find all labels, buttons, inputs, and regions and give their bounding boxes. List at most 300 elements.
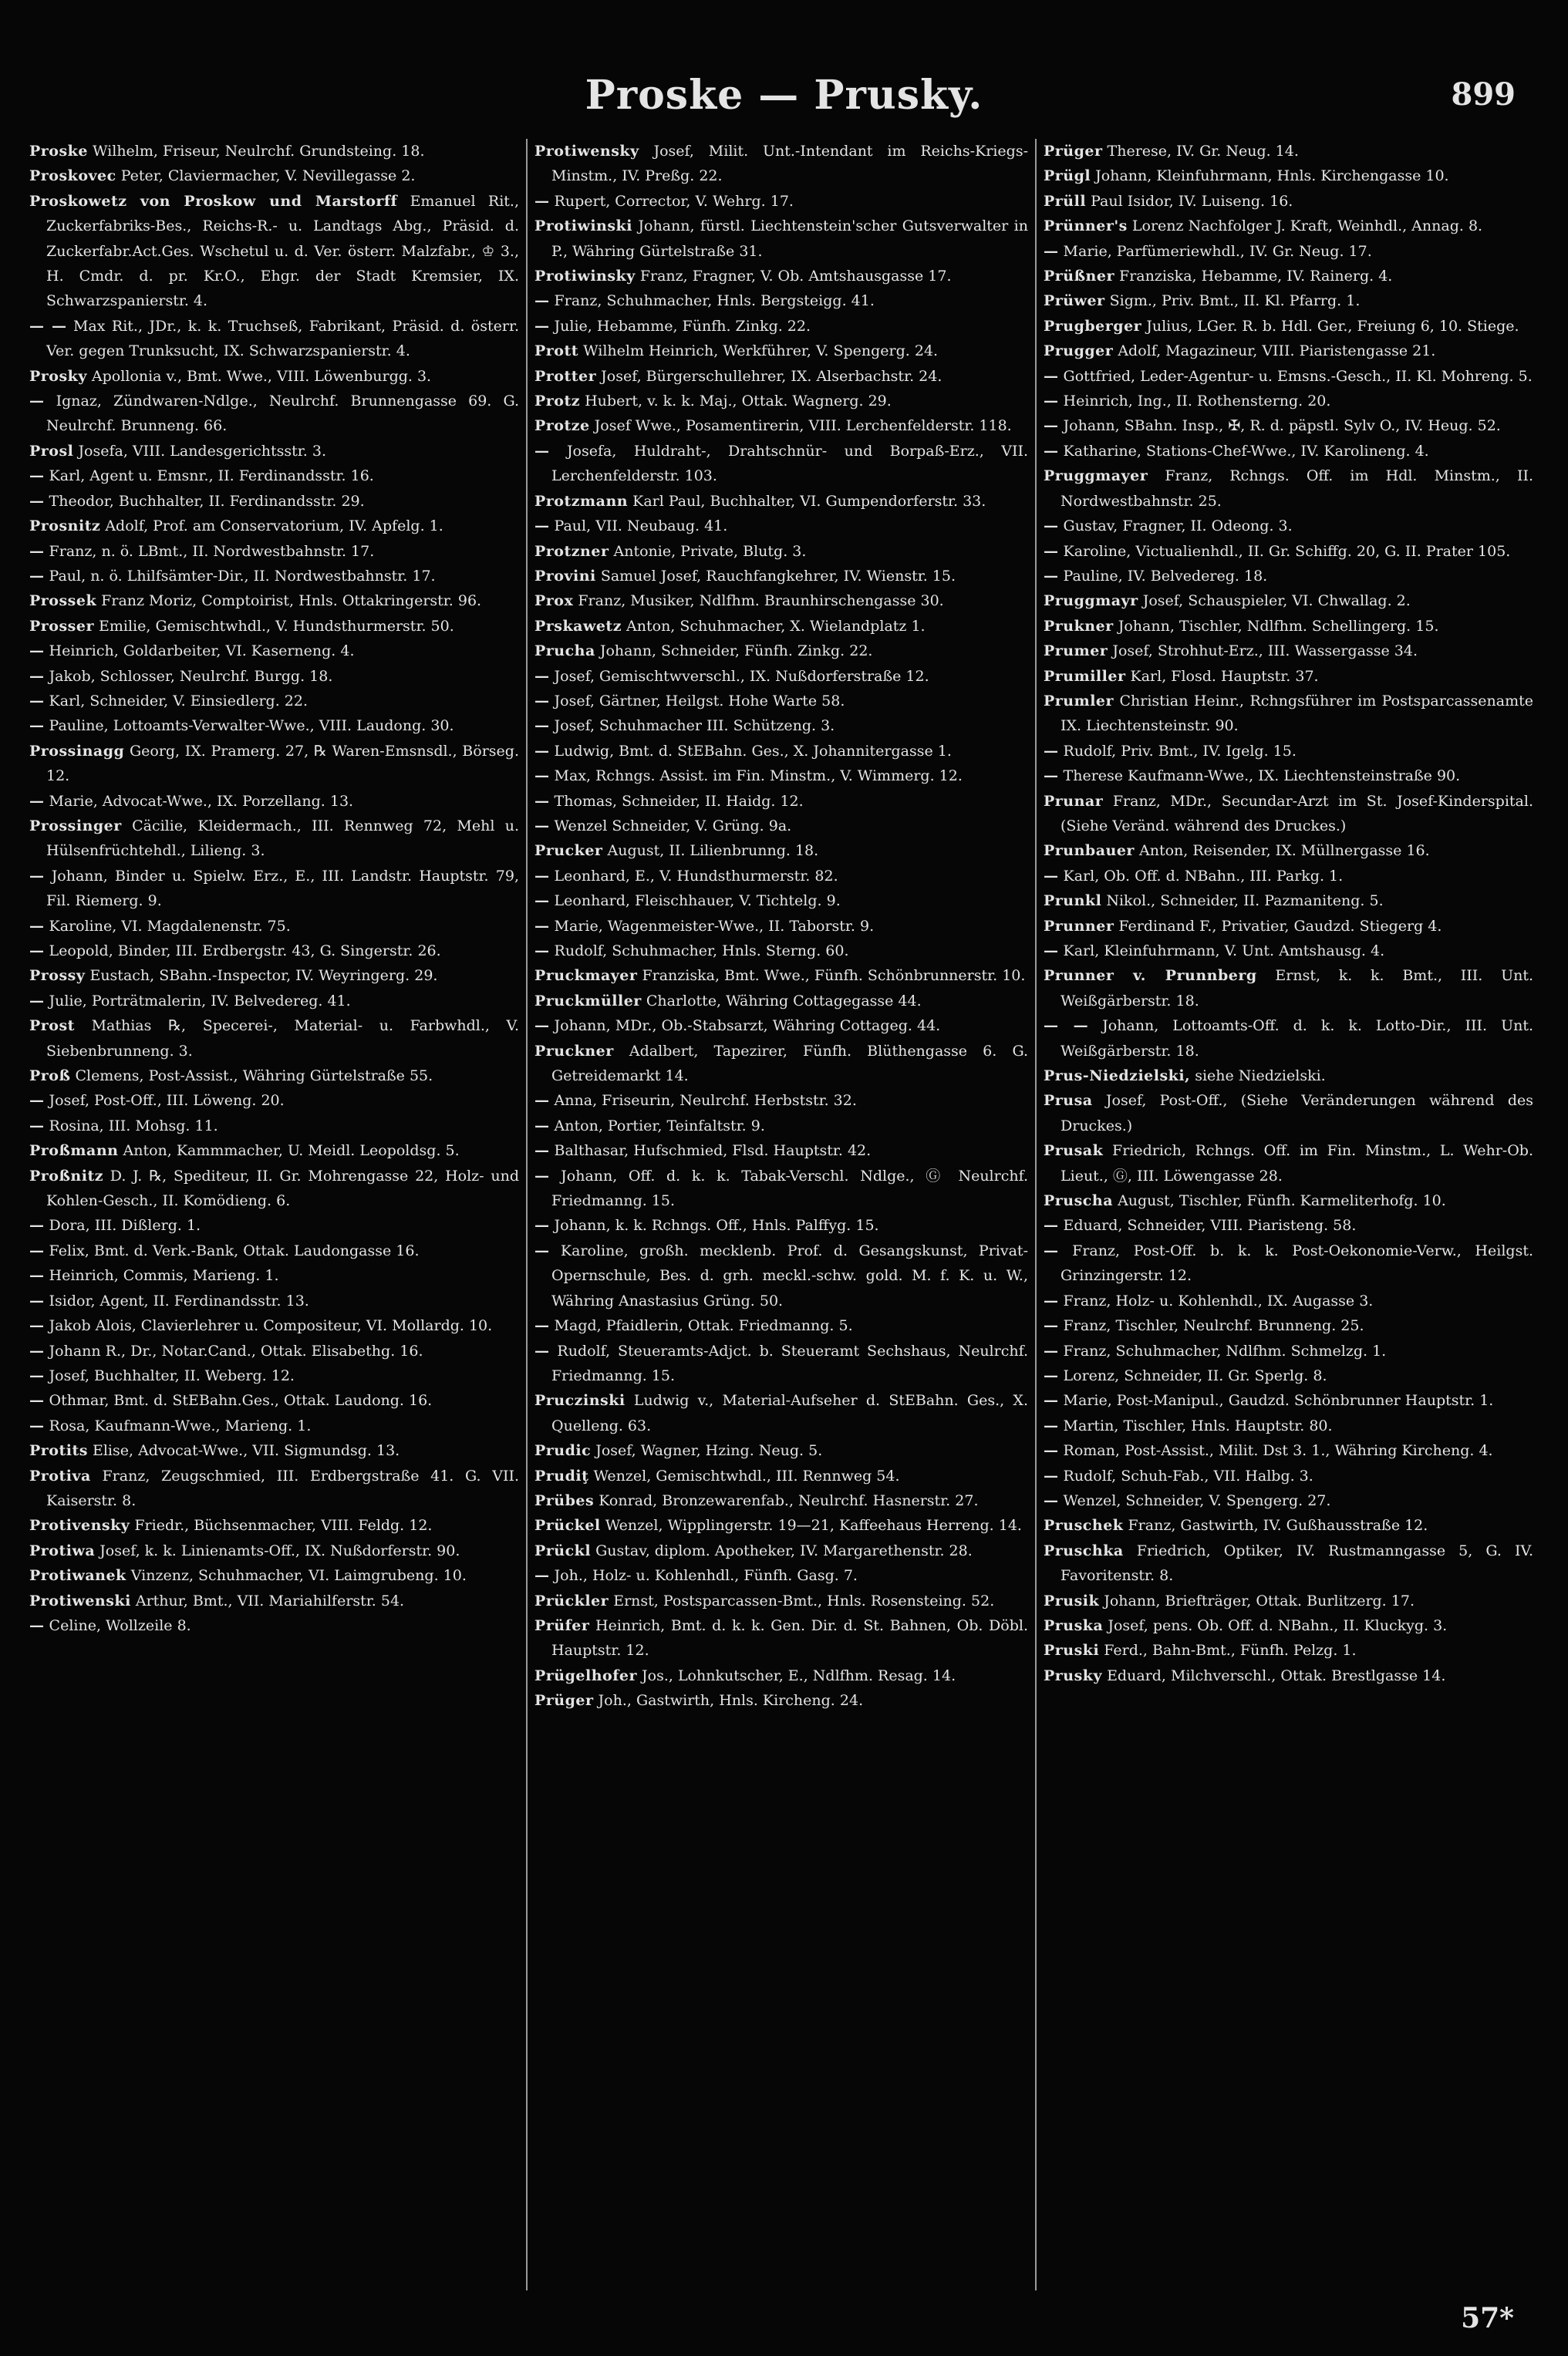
entry-surname: — [29, 1317, 45, 1335]
entry-surname: Pruckmayer [534, 967, 638, 985]
directory-entry [534, 864, 1028, 888]
entry-details: Adalbert, Tapezirer, Fünfh. Blüthengasse 6. G. Getreidemarkt 14. [551, 1042, 1028, 1085]
entry-details: Emanuel Rit., Zuckerfabriks-Bes., Reichs-R.- u. Landtags Abg., Präsid. d. Zuckerfabr.Act.Ges. Wschetul u. d. Ver. österr. Malzfabr., ♔ 3., H. Cmdr. d. pr. Kr.O., Ehgr. der Stadt Kremsier, IX. Schwarzspanierstr. 4. [46, 192, 519, 310]
directory-columns [29, 139, 1533, 2294]
entry-details: Franz, n. ö. LBmt., II. Nordwestbahnstr. 17. [49, 542, 375, 560]
directory-entry [534, 1539, 1028, 1563]
entry-surname: Prost [29, 1017, 75, 1035]
entry-surname: — [29, 642, 45, 660]
entry-details: Johann, Off. d. k. k. Tabak-Verschl. Ndlge., Ⓖ Neulrchf. Friedmanng. 15. [551, 1167, 1028, 1210]
entry-details: Lorenz Nachfolger J. Kraft, Weinhdl., Annag. 8. [1131, 217, 1483, 235]
entry-details: Eduard, Schneider, VIII. Piaristeng. 58. [1063, 1217, 1357, 1235]
entry-details: siehe Niedzielski. [1195, 1067, 1326, 1085]
entry-details: Johann, k. k. Rchngs. Off., Hnls. Palffyg. 15. [554, 1217, 879, 1235]
entry-details: Johann R., Dr., Notar.Cand., Ottak. Elisabethg. 16. [49, 1342, 423, 1360]
directory-entry [29, 989, 519, 1013]
entry-surname: — [29, 1616, 45, 1634]
entry-details: Eustach, SBahn.-Inspector, IV. Weyringerg. 29. [89, 967, 438, 985]
entry-surname: Pruschka [1044, 1542, 1124, 1559]
directory-entry [1044, 439, 1533, 463]
entry-details: Josef, Milit. Unt.-Intendant im Reichs-Kriegs-Minstm., IV. Preßg. 22. [551, 143, 1028, 185]
directory-entry [1044, 1539, 1533, 1589]
entry-surname: — [534, 892, 550, 910]
directory-entry [534, 1388, 1028, 1438]
entry-details: Johann, Binder u. Spielw. Erz., E., III. Landstr. Hauptstr. 79, Fil. Riemerg. 9. [46, 867, 519, 910]
entry-surname: — [1044, 742, 1059, 760]
directory-entry [1044, 1388, 1533, 1413]
entry-surname: — [534, 292, 550, 310]
directory-entry [534, 713, 1028, 738]
directory-entry [29, 1438, 519, 1463]
entry-details: Johann, MDr., Ob.-Stabsarzt, Währing Cottageg. 44. [554, 1017, 941, 1035]
directory-entry [29, 1563, 519, 1588]
entry-details: Pauline, IV. Belvedereg. 18. [1063, 567, 1268, 585]
entry-surname: — [534, 317, 550, 335]
entry-surname: Protiwensky [534, 143, 639, 160]
entry-details: Sigm., Priv. Bmt., II. Kl. Pfarrg. 1. [1109, 292, 1361, 310]
entry-surname: Prügelhofer [534, 1667, 637, 1684]
entry-surname: — [1044, 542, 1059, 560]
entry-details: Anton, Kammmacher, U. Meidl. Leopoldsg. 5. [123, 1142, 460, 1160]
directory-entry [534, 139, 1028, 189]
entry-details: Therese Kaufmann-Wwe., IX. Liechtensteinstraße 90. [1063, 767, 1461, 785]
entry-surname: Protz [534, 393, 581, 410]
entry-surname: Protits [29, 1442, 88, 1460]
directory-entry [29, 1363, 519, 1388]
directory-entry [534, 1339, 1028, 1389]
entry-details: Johann, Tischler, Ndlfhm. Schellingerg. 15. [1118, 617, 1439, 635]
entry-details: Othmar, Bmt. d. StEBahn.Ges., Ottak. Laudong. 16. [49, 1392, 433, 1410]
directory-entry [1044, 1488, 1533, 1513]
entry-details: Franziska, Bmt. Wwe., Fünfh. Schönbrunnerstr. 10. [642, 967, 1026, 985]
entry-surname: — [534, 867, 550, 885]
entry-surname: — — [1044, 1017, 1089, 1035]
entry-surname: Prucha [534, 642, 595, 660]
entry-surname: Prusky [1044, 1667, 1103, 1684]
entry-details: Johann, SBahn. Insp., ✠, R. d. päpstl. Sylv O., IV. Heug. 52. [1063, 417, 1501, 435]
entry-surname: — [534, 1317, 550, 1335]
entry-surname: Prückl [534, 1542, 592, 1559]
directory-entry [534, 1239, 1028, 1313]
entry-surname: Prudiţ [534, 1467, 589, 1485]
entry-details: Franz, Schuhmacher, Ndlfhm. Schmelzg. 1. [1063, 1342, 1387, 1360]
entry-surname: Prosnitz [29, 517, 101, 535]
directory-entry [534, 888, 1028, 913]
directory-entry [534, 689, 1028, 713]
entry-details: Thomas, Schneider, II. Haidg. 12. [554, 792, 804, 810]
entry-surname: — [29, 717, 45, 735]
directory-entry [29, 389, 519, 439]
directory-entry [1044, 639, 1533, 663]
entry-surname: Prückler [534, 1592, 609, 1609]
entry-surname: Prübes [534, 1491, 595, 1509]
entry-surname: — [1044, 567, 1059, 585]
entry-details: Heinrich, Bmt. d. k. k. Gen. Dir. d. St. Bahnen, Ob. Döbl. Hauptstr. 12. [551, 1616, 1028, 1660]
entry-details: Felix, Bmt. d. Verk.-Bank, Ottak. Laudongasse 16. [49, 1242, 420, 1259]
entry-surname: Prskawetz [534, 617, 622, 635]
entry-details: Ernst, Postsparcassen-Bmt., Hnls. Rosensteing. 52. [613, 1592, 995, 1609]
directory-entry [534, 1114, 1028, 1138]
directory-entry [534, 1138, 1028, 1163]
entry-details: D. J. ℞, Spediteur, II. Gr. Mohrengasse 22, Holz- und Kohlen-Gesch., II. Komödieng. 6. [46, 1167, 519, 1210]
entry-surname: — [534, 1217, 550, 1235]
entry-surname: Pruczinski [534, 1392, 626, 1410]
entry-surname: Prunbauer [1044, 842, 1135, 860]
entry-details: Franz, Holz- u. Kohlenhdl., IX. Augasse 3. [1063, 1292, 1374, 1309]
entry-details: Karl, Ob. Off. d. NBahn., III. Parkg. 1. [1063, 867, 1344, 885]
directory-entry [1044, 463, 1533, 514]
entry-details: Paul, VII. Neubaug. 41. [554, 517, 728, 535]
entry-details: Josef, Wagner, Hzing. Neug. 5. [595, 1442, 823, 1460]
directory-entry [1044, 189, 1533, 214]
directory-entry [534, 614, 1028, 639]
entry-surname: Prugger [1044, 342, 1114, 360]
directory-entry [1044, 314, 1533, 339]
entry-surname: Proßmann [29, 1142, 119, 1160]
entry-surname: — [29, 1342, 45, 1360]
entry-surname: — [29, 1092, 45, 1110]
directory-entry [1044, 1589, 1533, 1613]
entry-surname: Proßnitz [29, 1167, 104, 1185]
entry-details: Franz, Zeugschmied, III. Erdbergstraße 41. G. VII. Kaiserstr. 8. [46, 1467, 519, 1509]
entry-details: Josefa, VIII. Landesgerichtsstr. 3. [78, 442, 326, 460]
entry-surname: — [1044, 1392, 1059, 1410]
entry-details: Antonie, Private, Blutg. 3. [613, 542, 807, 560]
entry-details: Wenzel, Schneider, V. Spengerg. 27. [1063, 1491, 1331, 1509]
directory-entry [1044, 1613, 1533, 1638]
directory-entry [29, 514, 519, 538]
entry-details: Katharine, Stations-Chef-Wwe., IV. Karolineng. 4. [1063, 442, 1429, 460]
entry-surname: — [1044, 1242, 1059, 1259]
directory-entry [29, 864, 519, 914]
entry-details: Josef, Gemischtwverschl., IX. Nußdorferstraße 12. [554, 667, 929, 685]
entry-surname: — [534, 1142, 550, 1160]
entry-surname: — [534, 192, 550, 210]
directory-entry [534, 914, 1028, 939]
directory-entry [1044, 264, 1533, 288]
entry-details: Peter, Claviermacher, V. Nevillegasse 2. [120, 167, 416, 185]
entry-details: Martin, Tischler, Hnls. Hauptstr. 80. [1063, 1417, 1333, 1434]
entry-surname: — [29, 867, 45, 885]
entry-details: Julius, LGer. R. b. Hdl. Ger., Freiung 6, 10. Stiege. [1146, 317, 1519, 335]
entry-surname: Provini [534, 567, 596, 585]
entry-surname: — [534, 1242, 550, 1259]
directory-entry [1044, 1088, 1533, 1138]
directory-entry [29, 1088, 519, 1113]
directory-entry [29, 739, 519, 789]
directory-entry [1044, 514, 1533, 538]
entry-details: Franz, Tischler, Neulrchf. Brunneng. 25. [1063, 1317, 1364, 1335]
entry-surname: Prückel [534, 1517, 601, 1535]
entry-surname: — [29, 492, 45, 510]
entry-details: Heinrich, Ing., II. Rothensterng. 20. [1063, 393, 1331, 410]
entry-details: Celine, Wollzeile 8. [49, 1616, 191, 1634]
directory-entry [29, 914, 519, 939]
entry-surname: — [534, 1342, 550, 1360]
directory-entry [534, 564, 1028, 588]
entry-surname: — [29, 1392, 45, 1410]
entry-surname: Prott [534, 342, 579, 360]
directory-entry [29, 1063, 519, 1088]
entry-details: Pauline, Lottoamts-Verwalter-Wwe., VIII. Laudong. 30. [49, 717, 454, 735]
directory-entry [1044, 739, 1533, 763]
directory-entry [29, 1539, 519, 1563]
entry-surname: Proskovec [29, 167, 116, 185]
directory-entry [1044, 588, 1533, 613]
entry-surname: Prus-Niedzielski, [1044, 1067, 1191, 1085]
directory-entry [534, 963, 1028, 988]
entry-surname: — [1044, 393, 1059, 410]
entry-details: Franz, Musiker, Ndlfhm. Braunhirschengasse 30. [578, 592, 944, 610]
directory-entry [534, 214, 1028, 264]
directory-entry [534, 588, 1028, 613]
entry-surname: — [29, 917, 45, 935]
entry-surname: — [1044, 1217, 1059, 1235]
entry-details: Konrad, Bronzewarenfab., Neulrchf. Hasnerstr. 27. [599, 1491, 979, 1509]
entry-surname: Prüger [534, 1692, 594, 1710]
directory-entry [1044, 1513, 1533, 1538]
directory-entry [1044, 1239, 1533, 1289]
entry-details: Georg, IX. Pramerg. 27, ℞ Waren-Emsnsdl., Börseg. 12. [46, 742, 519, 785]
entry-details: Arthur, Bmt., VII. Mariahilferstr. 54. [135, 1592, 405, 1609]
entry-details: Karl Paul, Buchhalter, VI. Gumpendorferstr. 33. [632, 492, 986, 510]
entry-details: Julie, Porträtmalerin, IV. Belvedereg. 41. [49, 992, 351, 1009]
entry-surname: — [534, 667, 550, 685]
entry-surname: — [29, 992, 45, 1009]
directory-entry [29, 1339, 519, 1363]
column-divider [1035, 139, 1037, 2290]
entry-surname: — [534, 717, 550, 735]
directory-entry [1044, 1438, 1533, 1463]
directory-entry [29, 1613, 519, 1638]
directory-entry [29, 1464, 519, 1514]
directory-entry [1044, 364, 1533, 389]
entry-surname: — [534, 1017, 550, 1035]
directory-entry [29, 1513, 519, 1538]
entry-surname: — [534, 692, 550, 709]
entry-surname: Pruckmüller [534, 992, 642, 1009]
directory-entry [534, 789, 1028, 814]
entry-surname: Prüßner [1044, 268, 1114, 285]
directory-entry [29, 1013, 519, 1063]
entry-surname: Prumler [1044, 692, 1114, 709]
entry-details: Clemens, Post-Assist., Währing Gürtelstraße 55. [75, 1067, 433, 1085]
entry-details: Johann, fürstl. Liechtenstein'scher Gutsverwalter in P., Währing Gürtelstraße 31. [551, 217, 1028, 260]
entry-surname: Prossinger [29, 817, 122, 834]
entry-details: Nikol., Schneider, II. Pazmaniteng. 5. [1106, 892, 1384, 910]
entry-details: Josef Wwe., Posamentirerin, VIII. Lerchenfelderstr. 118. [594, 417, 1012, 435]
entry-surname: Pruckner [534, 1042, 614, 1060]
entry-details: Adolf, Magazineur, VIII. Piaristengasse 21. [1118, 342, 1436, 360]
entry-surname: Proske [29, 143, 88, 160]
entry-details: Karl, Kleinfuhrmann, V. Unt. Amtshausg. 4. [1063, 942, 1385, 959]
directory-entry [1044, 239, 1533, 264]
directory-entry [534, 389, 1028, 413]
entry-surname: — [534, 792, 550, 810]
entry-details: Eduard, Milchverschl., Ottak. Brestlgasse 14. [1107, 1667, 1446, 1684]
entry-details: Leonhard, E., V. Hundsthurmerstr. 82. [554, 867, 838, 885]
entry-surname: Proß [29, 1067, 71, 1085]
directory-entry [29, 539, 519, 564]
directory-entry [29, 189, 519, 314]
entry-surname: Prüwer [1044, 292, 1105, 310]
entry-details: Franz, Gastwirth, IV. Gußhausstraße 12. [1128, 1517, 1428, 1535]
directory-entry [29, 314, 519, 364]
column-divider [526, 139, 528, 2290]
entry-details: Rudolf, Schuh-Fab., VII. Halbg. 3. [1063, 1467, 1313, 1485]
entry-details: Ludwig v., Material-Aufseher d. StEBahn. Ges., X. Quelleng. 63. [551, 1392, 1028, 1434]
entry-surname: — [534, 1092, 550, 1110]
entry-details: Josef, Schauspieler, VI. Chwallag. 2. [1142, 592, 1411, 610]
directory-entry [1044, 963, 1533, 1013]
entry-details: Joh., Gastwirth, Hnls. Kircheng. 24. [598, 1692, 864, 1710]
directory-entry [534, 1164, 1028, 1214]
entry-surname: Prumer [1044, 642, 1108, 660]
entry-details: Max, Rchngs. Assist. im Fin. Minstm., V. Wimmerg. 12. [554, 767, 963, 785]
directory-entry [29, 1138, 519, 1163]
directory-entry [534, 288, 1028, 313]
directory-entry [29, 814, 519, 864]
entry-details: Adolf, Prof. am Conservatorium, IV. Apfelg. 1. [105, 517, 443, 535]
entry-details: Ernst, k. k. Bmt., III. Unt. Weißgärberstr. 18. [1061, 967, 1533, 1009]
directory-entry [534, 1313, 1028, 1338]
entry-details: Rupert, Corrector, V. Wehrg. 17. [554, 192, 794, 210]
directory-entry [1044, 914, 1533, 939]
entry-surname: — [534, 517, 550, 535]
entry-details: Cäcilie, Kleidermach., III. Rennweg 72, Mehl u. Hülsenfrüchtehdl., Lilieng. 3. [46, 817, 519, 860]
entry-surname: — [29, 692, 45, 709]
entry-surname: Prosl [29, 442, 74, 460]
entry-surname: — [1044, 1317, 1059, 1335]
directory-entry [29, 1313, 519, 1338]
entry-surname: — [29, 1242, 45, 1259]
entry-surname: Protiwinski [534, 217, 632, 235]
entry-surname: Prunkl [1044, 892, 1102, 910]
directory-entry [534, 989, 1028, 1013]
directory-entry [29, 1414, 519, 1438]
directory-entry [534, 439, 1028, 489]
entry-surname: Prünner's [1044, 217, 1128, 235]
directory-entry [1044, 614, 1533, 639]
entry-surname: — [29, 567, 45, 585]
directory-entry [29, 1213, 519, 1238]
directory-entry [534, 739, 1028, 763]
directory-entry [534, 364, 1028, 389]
entry-surname: Prügl [1044, 167, 1091, 185]
directory-entry [1044, 163, 1533, 188]
directory-entry [29, 789, 519, 814]
entry-details: Wenzel, Gemischtwhdl., III. Rennweg 54. [593, 1467, 900, 1485]
entry-surname: — [534, 1117, 550, 1134]
entry-details: Josefa, Huldraht-, Drahtschnür- und Borpaß-Erz., VII. Lerchenfelderstr. 103. [551, 442, 1028, 485]
entry-surname: Protze [534, 417, 590, 435]
entry-details: Marie, Post-Manipul., Gaudzd. Schönbrunner Hauptstr. 1. [1063, 1392, 1494, 1410]
entry-details: Gustav, Fragner, II. Odeong. 3. [1063, 517, 1293, 535]
entry-details: Hubert, v. k. k. Maj., Ottak. Wagnerg. 29. [585, 393, 892, 410]
entry-details: Elise, Advocat-Wwe., VII. Sigmundsg. 13. [92, 1442, 400, 1460]
entry-details: Josef, Gärtner, Heilgst. Hohe Warte 58. [554, 692, 845, 709]
entry-details: Max Rit., JDr., k. k. Truchseß, Fabrikant, Präsid. d. österr. Ver. gegen Trunksucht, IX. Schwarzspanierstr. 4. [46, 317, 519, 360]
directory-entry [29, 713, 519, 738]
directory-entry [1044, 1313, 1533, 1338]
entry-surname: Prüfer [534, 1616, 590, 1634]
entry-surname: — [29, 1217, 45, 1235]
entry-surname: Pruggmayer [1044, 467, 1148, 485]
entry-details: Christian Heinr., Rchngsführer im Postsparcassenamte IX. Liechtensteinstr. 90. [1061, 692, 1533, 735]
directory-entry [29, 639, 519, 663]
entry-surname: — [1044, 417, 1059, 435]
entry-surname: Prossinagg [29, 742, 125, 760]
entry-surname: — [534, 942, 550, 959]
directory-entry [1044, 1138, 1533, 1188]
entry-details: Karoline, VI. Magdalenenstr. 75. [49, 917, 291, 935]
directory-entry [534, 1438, 1028, 1463]
entry-details: Joh., Holz- u. Kohlenhdl., Fünfh. Gasg. 7. [554, 1567, 858, 1585]
entry-details: Ignaz, Zündwaren-Ndlge., Neulrchf. Brunnengasse 69. G. Neulrchf. Brunneng. 66. [46, 393, 519, 435]
directory-entry [534, 763, 1028, 788]
entry-details: Josef, k. k. Linienamts-Off., IX. Nußdorferstr. 90. [99, 1542, 460, 1559]
directory-entry [534, 514, 1028, 538]
entry-surname: Prossy [29, 967, 86, 985]
directory-entry [534, 1013, 1028, 1038]
entry-details: Julie, Hebamme, Fünfh. Zinkg. 22. [554, 317, 811, 335]
directory-entry [1044, 864, 1533, 888]
entry-details: Anton, Portier, Teinfaltstr. 9. [554, 1117, 765, 1134]
directory-entry [534, 814, 1028, 838]
entry-surname: Protter [534, 367, 597, 385]
entry-surname: — [1044, 517, 1059, 535]
entry-details: Friedrich, Optiker, IV. Rustmanngasse 5, G. IV. Favoritenstr. 8. [1061, 1542, 1533, 1585]
entry-surname: — [534, 1567, 550, 1585]
entry-surname: Prunar [1044, 792, 1104, 810]
entry-surname: — [1044, 242, 1059, 260]
directory-entry [29, 588, 519, 613]
directory-entry [29, 439, 519, 463]
entry-details: Karl, Flosd. Hauptstr. 37. [1130, 667, 1319, 685]
directory-entry [29, 163, 519, 188]
entry-surname: — [1044, 1442, 1059, 1460]
entry-details: Heinrich, Goldarbeiter, VI. Kaserneng. 4. [49, 642, 355, 660]
directory-entry [1044, 888, 1533, 913]
directory-entry [534, 1663, 1028, 1688]
directory-entry [534, 1464, 1028, 1488]
entry-details: Ferd., Bahn-Bmt., Fünfh. Pelzg. 1. [1104, 1642, 1357, 1660]
entry-surname: — [1044, 942, 1059, 959]
entry-details: Balthasar, Hufschmied, Flsd. Hauptstr. 42. [554, 1142, 872, 1160]
entry-details: Vinzenz, Schuhmacher, VI. Laimgrubeng. 10. [130, 1567, 467, 1585]
entry-surname: — [1044, 1292, 1059, 1309]
entry-details: Anton, Schuhmacher, X. Wielandplatz 1. [626, 617, 926, 635]
directory-entry [29, 1589, 519, 1613]
entry-details: Josef, Post-Off., III. Löweng. 20. [49, 1092, 285, 1110]
directory-entry [534, 413, 1028, 438]
entry-surname: — [29, 393, 45, 410]
entry-surname: Protiwa [29, 1542, 96, 1559]
directory-entry [1044, 1363, 1533, 1388]
entry-surname: Prugberger [1044, 317, 1142, 335]
column-2 [534, 139, 1028, 2294]
entry-details: August, Tischler, Fünfh. Karmeliterhofg. 10. [1118, 1192, 1446, 1210]
entry-details: Josef, Schuhmacher III. Schützeng. 3. [554, 717, 835, 735]
entry-surname: Pruschek [1044, 1517, 1124, 1535]
directory-entry [1044, 214, 1533, 238]
directory-entry [534, 1088, 1028, 1113]
directory-entry [29, 364, 519, 389]
entry-surname: Prukner [1044, 617, 1114, 635]
page-number: 899 [1451, 76, 1516, 113]
entry-surname: Pruggmayr [1044, 592, 1138, 610]
entry-details: Johann, Lottoamts-Off. d. k. k. Lotto-Dir., III. Unt. Weißgärberstr. 18. [1061, 1017, 1533, 1060]
